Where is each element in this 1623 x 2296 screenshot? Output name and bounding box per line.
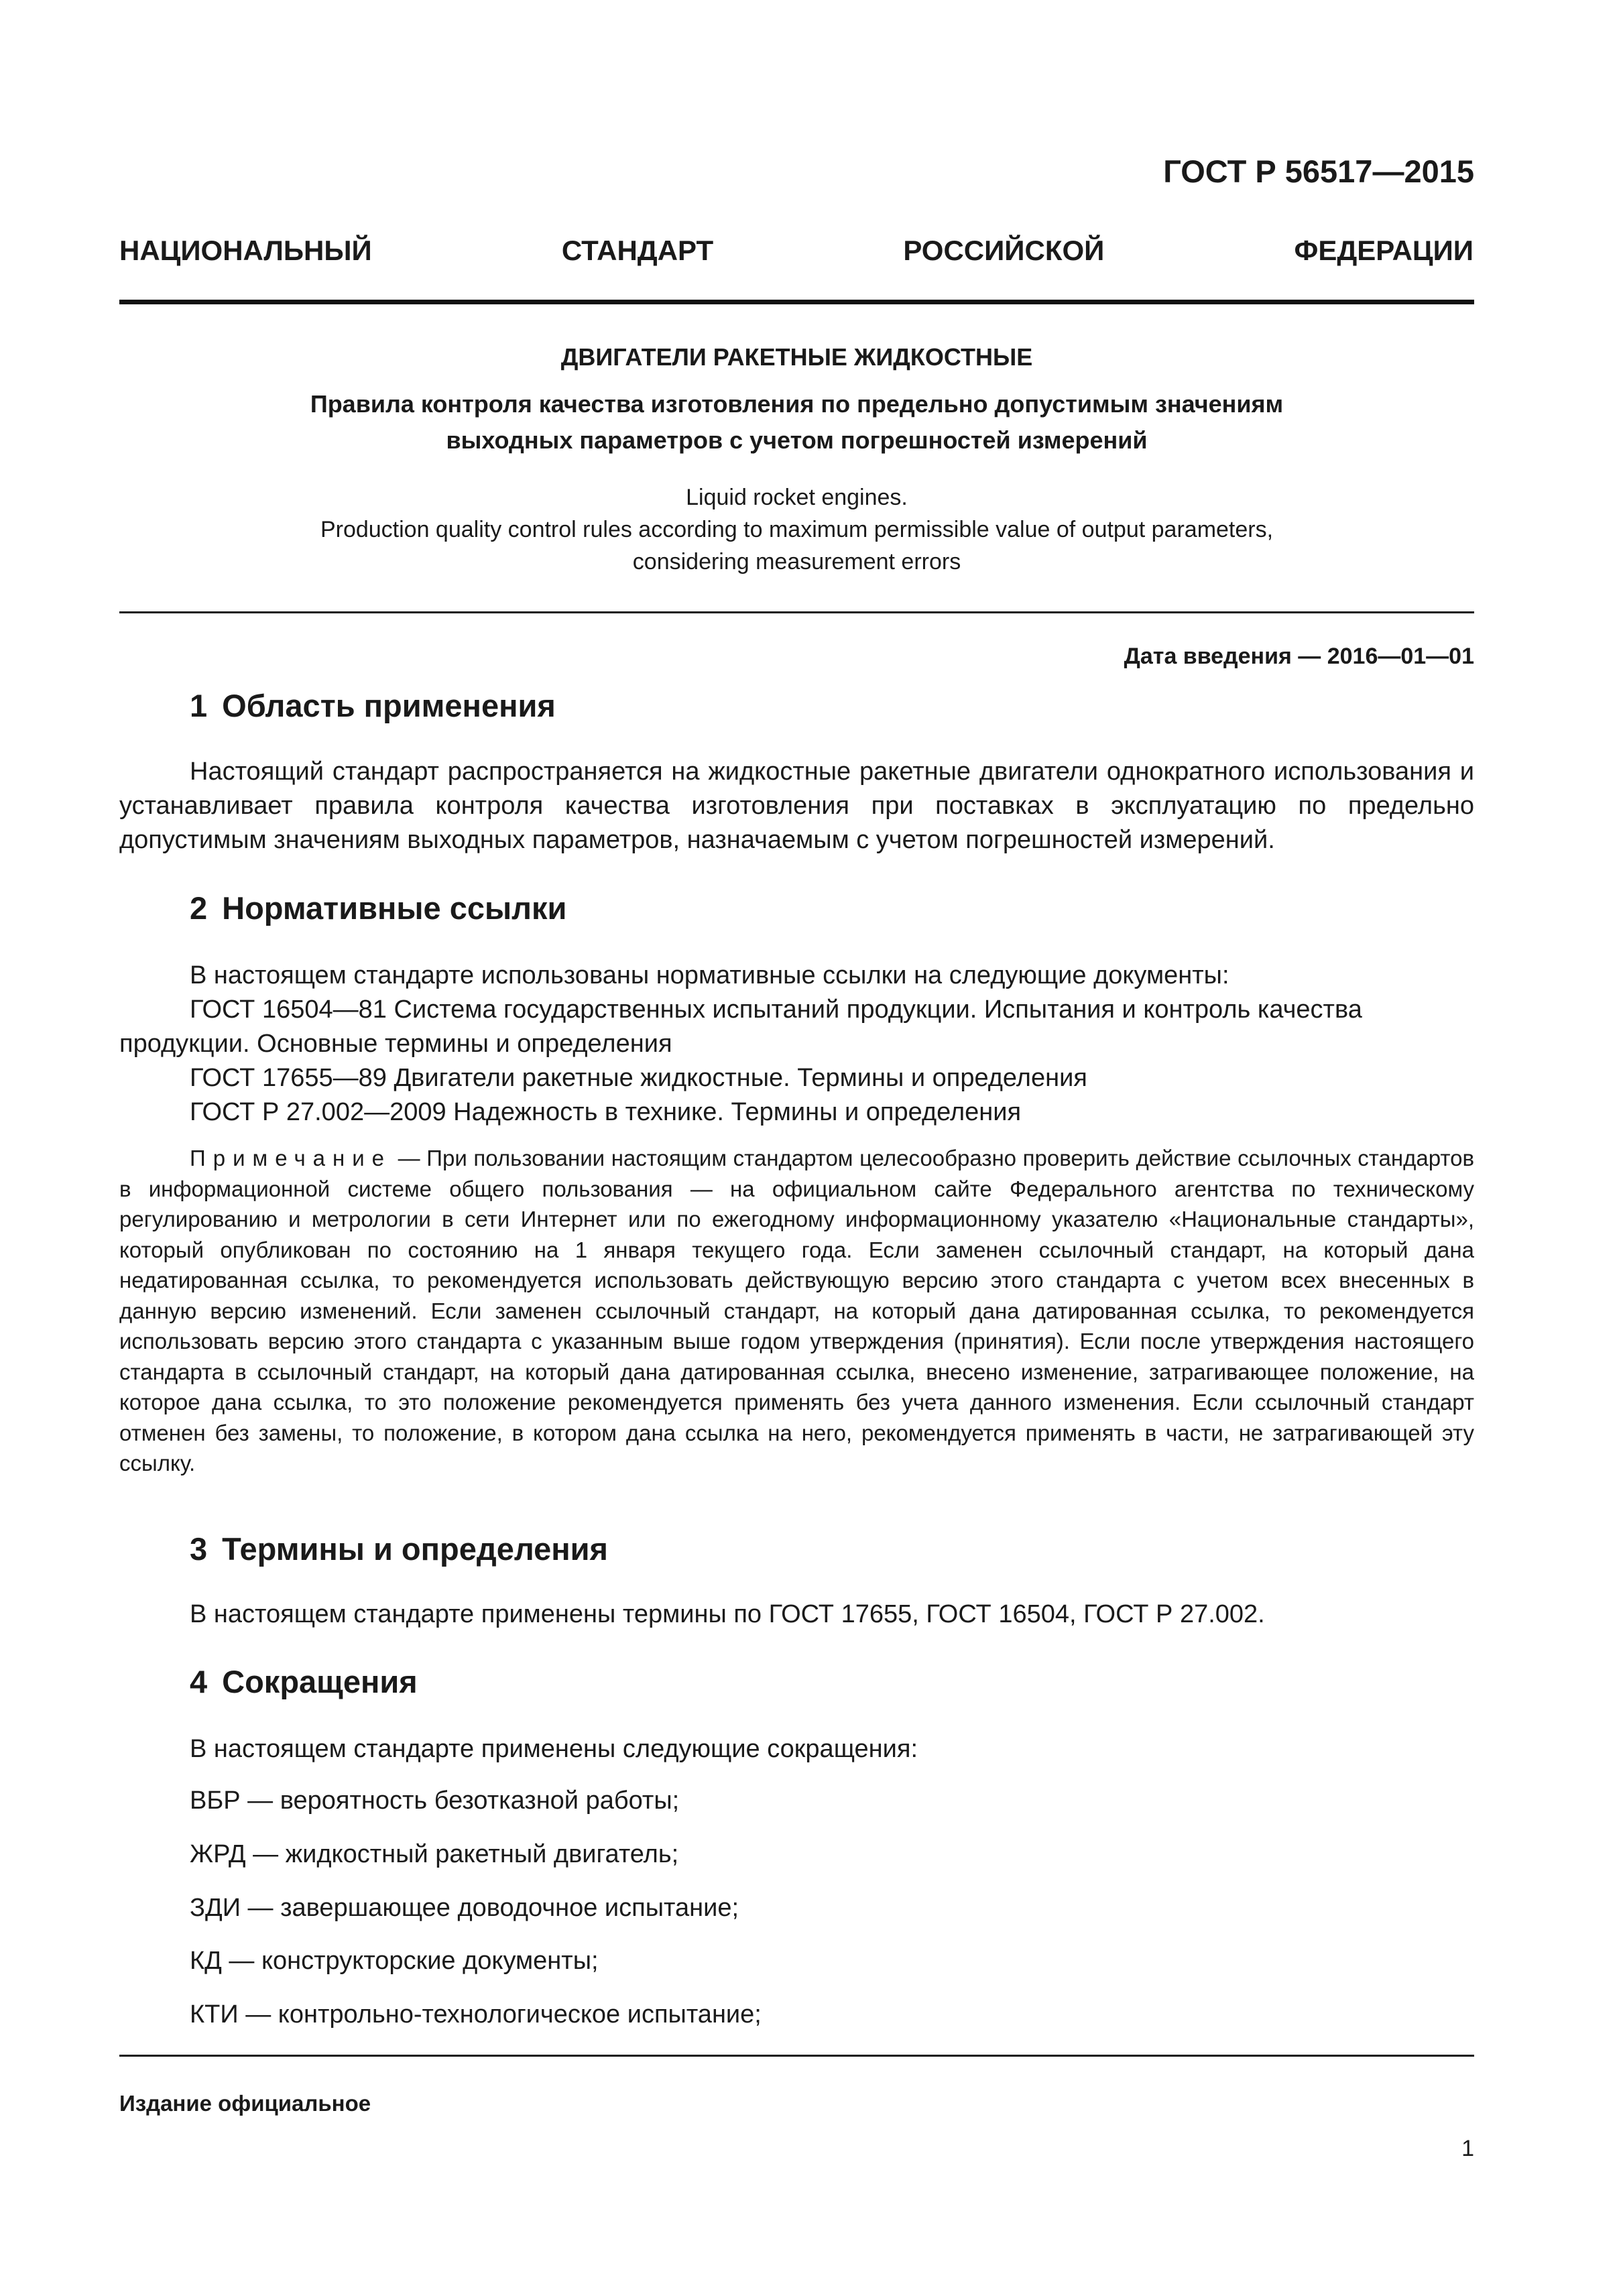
paragraph: Настоящий стандарт распространяется на жидкостные ракетные двигатели однократного использования и устанавливает правила контроля качества изготовления при поставках в эксплуатацию по предельно допустимым значениям выходных параметров, назначаемым с учетом погрешностей измерений. <box>119 758 1474 854</box>
subtitle-line-2: выходных параметров с учетом погрешностей измерений <box>446 426 1148 454</box>
footer-divider <box>119 2055 1474 2057</box>
paragraph: В настоящем стандарте использованы нормативные ссылки на следующие документы: <box>190 961 1229 989</box>
section-number: 2 <box>190 890 208 926</box>
section-number: 4 <box>190 1664 208 1699</box>
abbreviation-item: ВБР — вероятность безотказной работы; <box>190 1787 680 1815</box>
section-title: Сокращения <box>222 1664 418 1699</box>
title-divider <box>119 611 1474 613</box>
note-paragraph <box>119 1143 1474 1479</box>
abbreviation-item: ЗДИ — завершающее доводочное испытание; <box>190 1894 739 1922</box>
document-title: ДВИГАТЕЛИ РАКЕТНЫЕ ЖИДКОСТНЫЕ <box>560 343 1033 371</box>
english-title-line-3: considering measurement errors <box>632 549 961 575</box>
subtitle-line-1: Правила контроля качества изготовления по предельно допустимым значениям <box>310 390 1284 418</box>
english-title-line-2: Production quality control rules according to maximum permissible value of output parameters, <box>320 517 1274 542</box>
normative-reference: ГОСТ Р 27.002—2009 Надежность в технике. Термины и определения <box>190 1098 1022 1126</box>
gost-number: ГОСТ Р 56517—2015 <box>1163 154 1474 189</box>
note-text: — При пользовании настоящим стандартом целесообразно проверить действие ссылочных стандартов в информационной системе общего пользования — на официальном сайте Федерального агентства по техническому регулированию и метрологии в сети Интернет или по ежегодному информационному указателю «Национальные стандарты», который опубликован по состоянию на 1 января текущего года. Если заменен ссылочный стандарт, на который дана недатированная ссылка, то рекомендуется использовать действующую версию этого стандарта с учетом всех внесенных в данную версию изменений. Если заменен ссылочный стандарт, на который дана датированная ссылка, то рекомендуется использовать версию этого стандарта с указанным выше годом утверждения (принятия). Если после утверждения настоящего стандарта в ссылочный стандарт, на который дана датированная ссылка, внесено изменение, затрагивающее положение, на которое дана ссылка, то это положение рекомендуется применять без учета данного изменения. Если ссылочный стандарт отменен без замены, то положение, в котором дана ссылка на него, рекомендуется применять в части, не затрагивающей эту ссылку. <box>119 1146 1474 1475</box>
section-title: Нормативные ссылки <box>222 890 567 926</box>
section-number: 3 <box>190 1531 208 1567</box>
introduction-date: Дата введения — 2016—01—01 <box>1124 644 1474 669</box>
section-title: Область применения <box>222 688 556 723</box>
official-edition-label: Издание официальное <box>119 2091 371 2116</box>
abbreviation-item: КТИ — контрольно-технологическое испытание; <box>190 2000 762 2029</box>
section-2-body <box>119 959 1474 1130</box>
abbreviation-item: ЖРД — жидкостный ракетный двигатель; <box>190 1840 679 1868</box>
page-number: 1 <box>1461 2136 1474 2161</box>
note-label: Примечание <box>190 1146 392 1170</box>
section-title: Термины и определения <box>222 1531 608 1567</box>
paragraph: В настоящем стандарте применены следующие сокращения: <box>190 1735 918 1763</box>
section-4-intro <box>119 1732 1474 1766</box>
section-3-body <box>119 1597 1474 1632</box>
section-heading-2 <box>190 888 566 928</box>
document-subtitle <box>119 386 1474 459</box>
section-heading-1 <box>190 686 556 726</box>
national-standard-banner: НАЦИОНАЛЬНЫЙ СТАНДАРТ РОССИЙСКОЙ ФЕДЕРАЦИИ <box>119 235 1474 266</box>
section-heading-4 <box>190 1662 418 1702</box>
paragraph: В настоящем стандарте применены термины по ГОСТ 17655, ГОСТ 16504, ГОСТ Р 27.002. <box>190 1600 1265 1628</box>
abbreviation-item: КД — конструкторские документы; <box>190 1947 599 1975</box>
header-divider <box>119 300 1474 304</box>
section-1-body <box>119 755 1474 857</box>
section-heading-3 <box>190 1529 608 1569</box>
english-title-line-1: Liquid rocket engines. <box>686 485 908 510</box>
english-title <box>119 481 1474 578</box>
normative-reference: ГОСТ 17655—89 Двигатели ракетные жидкостные. Термины и определения <box>190 1064 1087 1092</box>
section-number: 1 <box>190 688 208 723</box>
normative-reference: ГОСТ 16504—81 Система государственных испытаний продукции. Испытания и контроль качества продукции. Основные термины и определения <box>119 995 1362 1058</box>
